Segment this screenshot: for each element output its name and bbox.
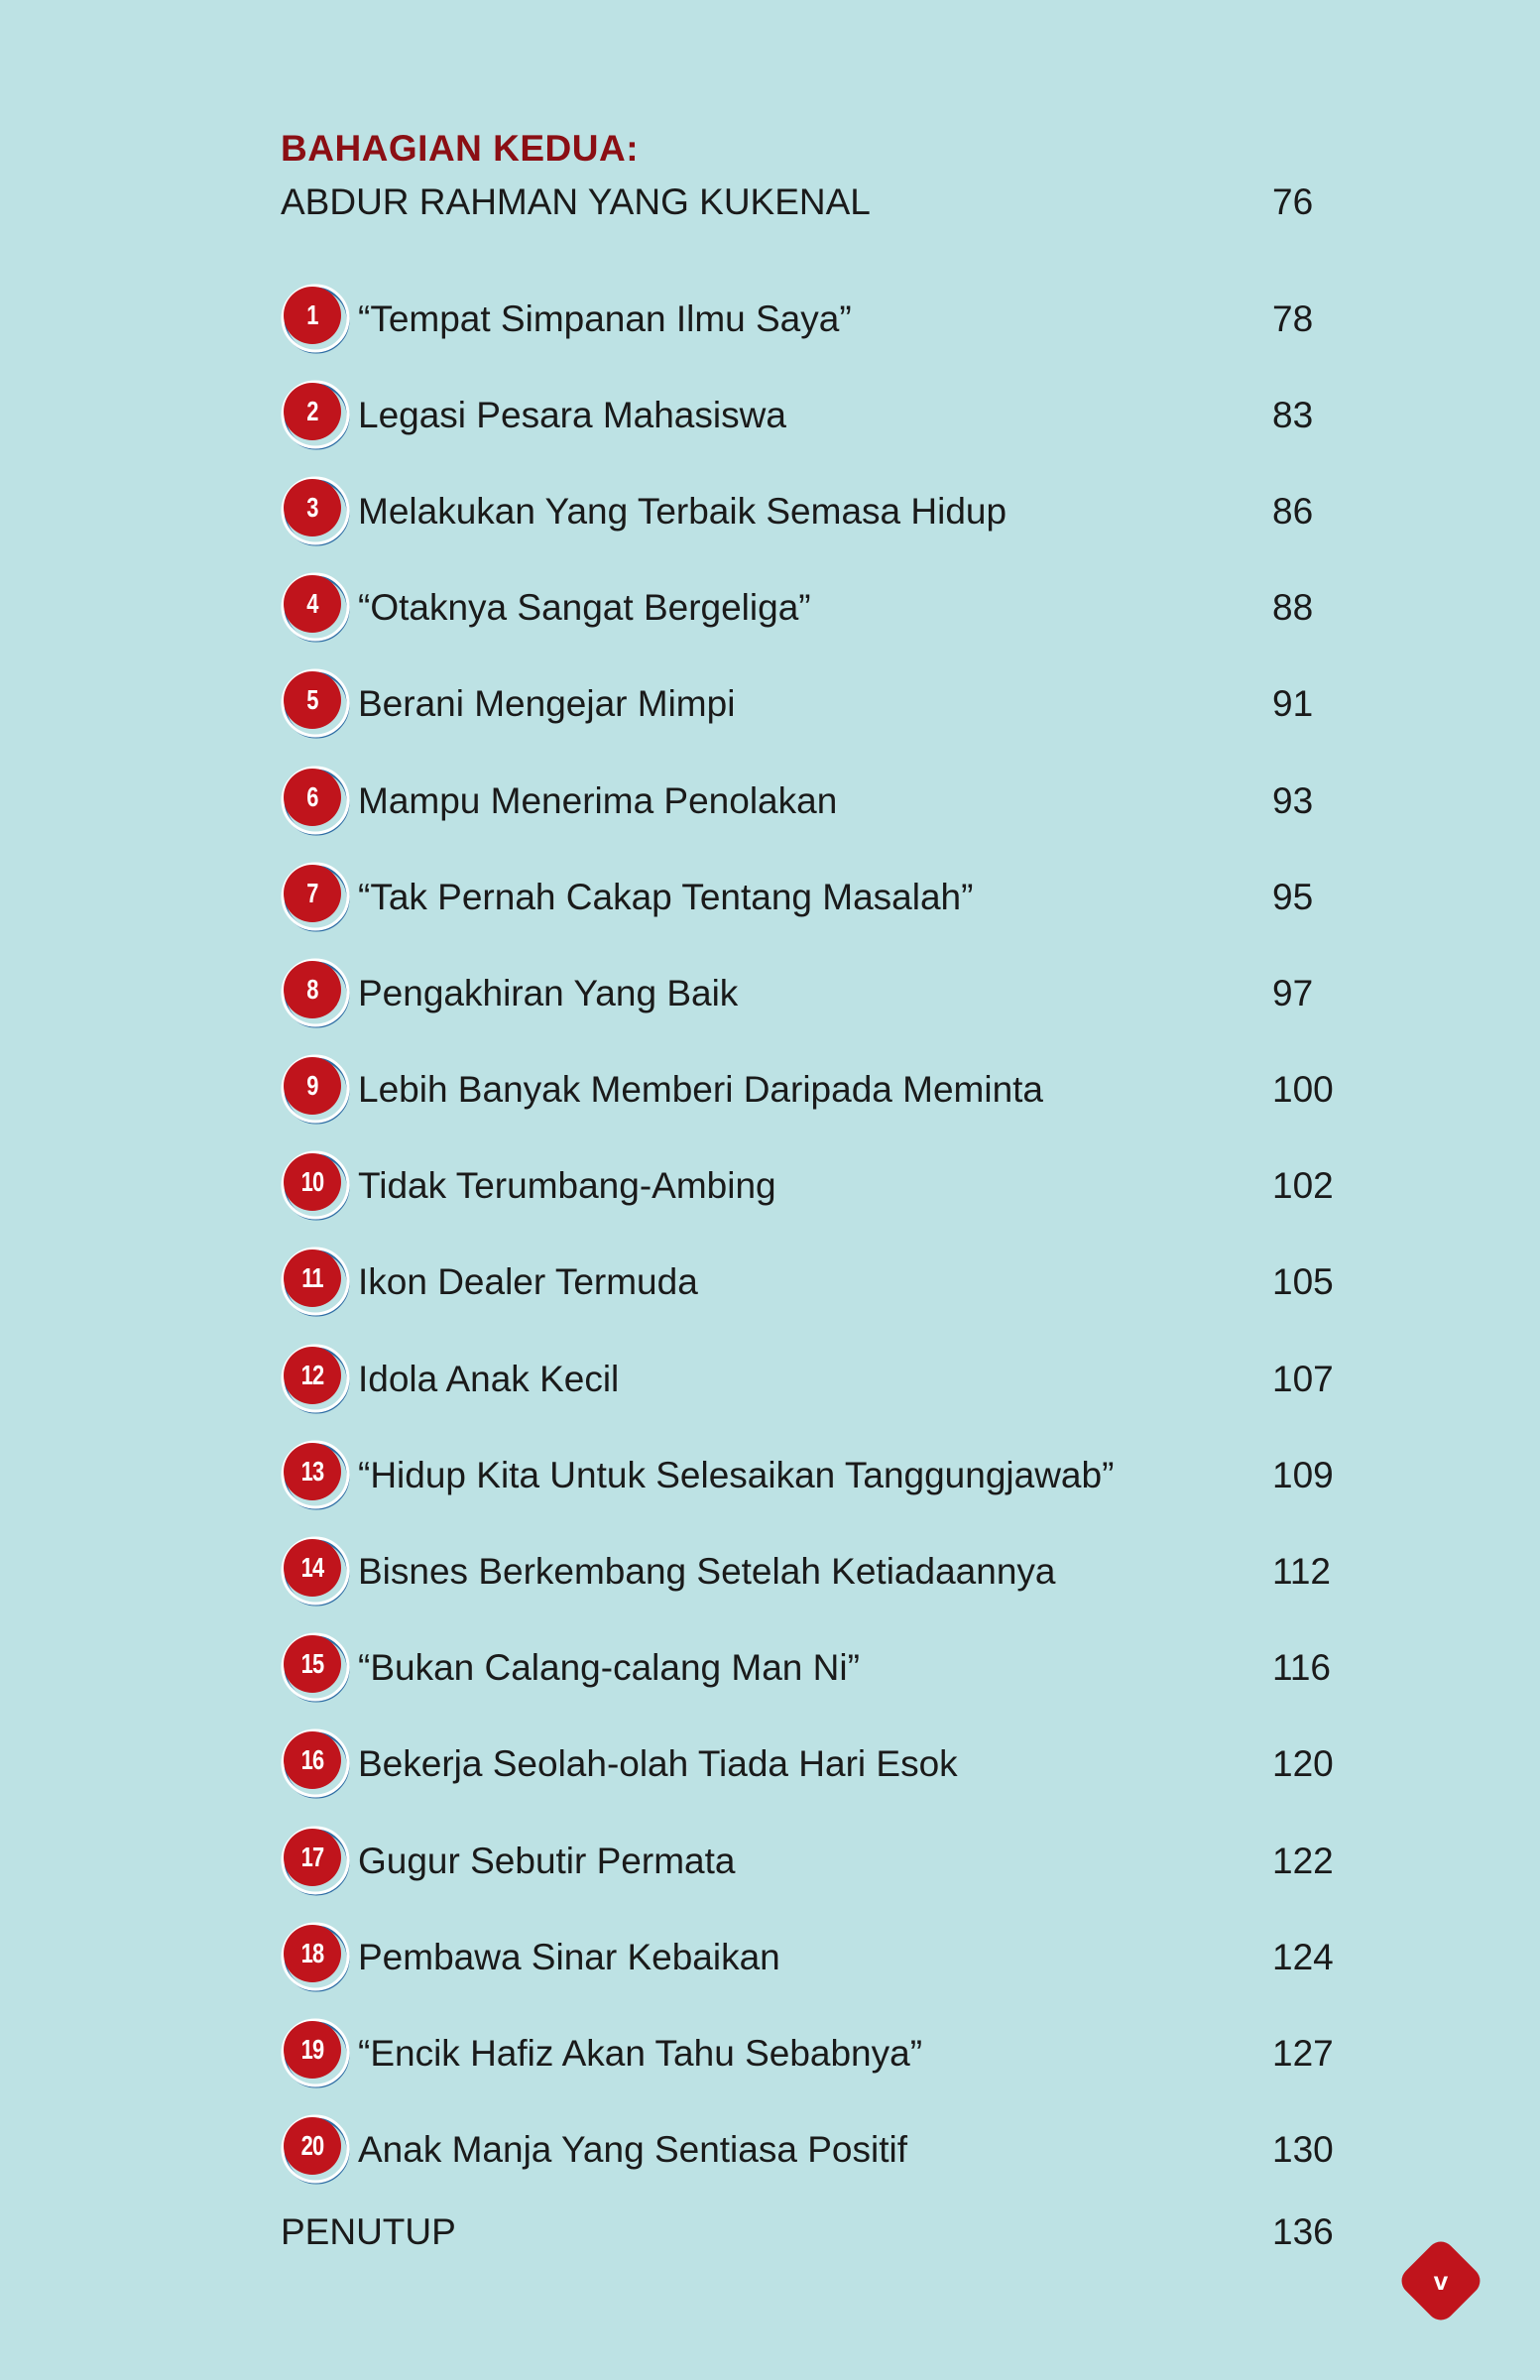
chapter-number: 10	[300, 1166, 324, 1198]
chapter-number-badge	[281, 2018, 352, 2089]
chapter-number-badge	[281, 380, 352, 451]
chapter-number: 16	[300, 1744, 324, 1776]
chapter-title: “Tak Pernah Cakap Tentang Masalah”	[358, 876, 974, 917]
chapter-title: “Encik Hafiz Akan Tahu Sebabnya”	[358, 2032, 923, 2074]
chapter-entry[interactable]	[281, 849, 1362, 945]
chapter-number-badge	[281, 958, 352, 1029]
chapter-title: Gugur Sebutir Permata	[358, 1840, 736, 1881]
part-page-number: 76	[1272, 181, 1314, 222]
chapter-number-badge	[281, 766, 352, 837]
chapter-page-number: 124	[1272, 1936, 1334, 1977]
chapter-title: “Bukan Calang-calang Man Ni”	[358, 1647, 860, 1689]
chapter-title: Bekerja Seolah-olah Tiada Hari Esok	[358, 1743, 958, 1785]
chapter-number-badge	[281, 1344, 352, 1415]
chapter-entry[interactable]	[281, 1813, 1362, 1909]
chapter-number: 20	[300, 2130, 324, 2162]
chapter-entry[interactable]	[281, 560, 1362, 656]
chapter-title: “Tempat Simpanan Ilmu Saya”	[358, 298, 852, 339]
chapter-page-number: 86	[1272, 490, 1314, 532]
chapter-entry[interactable]	[281, 463, 1362, 559]
chapter-number-badge	[281, 1728, 352, 1800]
chapter-number: 17	[300, 1841, 324, 1872]
chapter-page-number: 105	[1272, 1261, 1334, 1303]
chapter-page-number: 83	[1272, 394, 1314, 435]
chapter-page-number: 109	[1272, 1454, 1334, 1495]
chapter-number-badge	[281, 1632, 352, 1704]
chapter-title: Anak Manja Yang Sentiasa Positif	[358, 2129, 907, 2171]
chapter-title: Legasi Pesara Mahasiswa	[358, 394, 786, 435]
chapter-page-number: 93	[1272, 779, 1314, 821]
chapter-number: 5	[306, 684, 318, 716]
chapter-number-badge	[281, 1247, 352, 1318]
chapter-page-number: 95	[1272, 876, 1314, 917]
chapter-number: 19	[300, 2033, 324, 2065]
chapter-number-badge	[281, 1826, 352, 1897]
closing-entry[interactable]	[281, 2202, 1362, 2262]
chapter-page-number: 88	[1272, 587, 1314, 629]
chapter-title: Pengakhiran Yang Baik	[358, 972, 739, 1013]
chapter-entry[interactable]	[281, 271, 1362, 367]
chapter-entry[interactable]	[281, 1909, 1362, 2005]
section-heading: BAHAGIAN KEDUA:	[281, 128, 640, 169]
chapter-title: Ikon Dealer Termuda	[358, 1261, 698, 1303]
chapter-page-number: 127	[1272, 2032, 1334, 2074]
chapter-title: Mampu Menerima Penolakan	[358, 779, 838, 821]
chapter-page-number: 120	[1272, 1743, 1334, 1785]
chapter-number: 14	[300, 1552, 324, 1584]
chapter-number-badge	[281, 668, 352, 740]
chapter-entry[interactable]	[281, 656, 1362, 753]
chapter-number: 8	[306, 973, 318, 1005]
chapter-title: Berani Mengejar Mimpi	[358, 683, 736, 725]
chapter-number: 13	[300, 1455, 324, 1487]
chapter-number-badge	[281, 1922, 352, 1993]
closing-page-number: 136	[1272, 2210, 1334, 2252]
chapter-title: Pembawa Sinar Kebaikan	[358, 1936, 780, 1977]
page-number: v	[1433, 2265, 1449, 2296]
chapter-entry[interactable]	[281, 1717, 1362, 1813]
closing-title: PENUTUP	[281, 2210, 456, 2252]
chapter-page-number: 102	[1272, 1165, 1334, 1207]
chapter-title: “Hidup Kita Untuk Selesaikan Tanggungjawab”	[358, 1454, 1115, 1495]
chapter-entry[interactable]	[281, 1620, 1362, 1717]
chapter-number-badge	[281, 1440, 352, 1511]
part-title: ABDUR RAHMAN YANG KUKENAL	[281, 181, 871, 222]
chapter-number-badge	[281, 1536, 352, 1607]
chapter-page-number: 100	[1272, 1069, 1334, 1111]
chapter-page-number: 112	[1272, 1551, 1331, 1593]
chapter-entry[interactable]	[281, 1235, 1362, 1331]
chapter-number-badge	[281, 284, 352, 355]
chapter-number: 15	[300, 1648, 324, 1680]
chapter-number: 2	[306, 395, 318, 426]
chapter-number-badge	[281, 862, 352, 933]
chapter-title: “Otaknya Sangat Bergeliga”	[358, 587, 811, 629]
chapter-entry[interactable]	[281, 1523, 1362, 1619]
chapter-page-number: 130	[1272, 2129, 1334, 2171]
chapter-title: Idola Anak Kecil	[358, 1358, 620, 1399]
part-entry[interactable]	[281, 175, 1362, 230]
chapter-title: Lebih Banyak Memberi Daripada Meminta	[358, 1069, 1044, 1111]
chapter-list	[281, 271, 1362, 2199]
chapter-page-number: 107	[1272, 1358, 1334, 1399]
chapter-title: Melakukan Yang Terbaik Semasa Hidup	[358, 490, 1007, 532]
chapter-page-number: 116	[1272, 1647, 1331, 1689]
chapter-number: 1	[306, 298, 318, 330]
chapter-number-badge	[281, 1150, 352, 1222]
chapter-number: 12	[300, 1359, 324, 1390]
chapter-number: 3	[306, 491, 318, 523]
chapter-number-badge	[281, 2114, 352, 2186]
chapter-entry[interactable]	[281, 945, 1362, 1041]
chapter-entry[interactable]	[281, 2005, 1362, 2101]
chapter-number: 18	[300, 1937, 324, 1968]
page-number-badge	[1393, 2233, 1488, 2328]
chapter-number-badge	[281, 572, 352, 644]
chapter-entry[interactable]	[281, 1331, 1362, 1427]
chapter-entry[interactable]	[281, 1042, 1362, 1138]
table-of-contents	[281, 123, 1362, 2262]
chapter-number-badge	[281, 1054, 352, 1126]
chapter-entry[interactable]	[281, 1427, 1362, 1523]
chapter-entry[interactable]	[281, 367, 1362, 463]
chapter-page-number: 78	[1272, 298, 1314, 339]
chapter-page-number: 122	[1272, 1840, 1334, 1881]
chapter-number: 11	[301, 1262, 323, 1294]
chapter-entry[interactable]	[281, 2102, 1362, 2199]
chapter-number: 6	[306, 780, 318, 812]
chapter-number-badge	[281, 476, 352, 547]
chapter-entry[interactable]	[281, 753, 1362, 849]
chapter-number: 9	[306, 1070, 318, 1102]
chapter-title: Bisnes Berkembang Setelah Ketiadaannya	[358, 1551, 1056, 1593]
chapter-page-number: 91	[1272, 683, 1314, 725]
chapter-page-number: 97	[1272, 972, 1314, 1013]
chapter-number: 7	[306, 877, 318, 908]
chapter-entry[interactable]	[281, 1138, 1362, 1235]
chapter-title: Tidak Terumbang-Ambing	[358, 1165, 776, 1207]
chapter-number: 4	[306, 588, 318, 620]
